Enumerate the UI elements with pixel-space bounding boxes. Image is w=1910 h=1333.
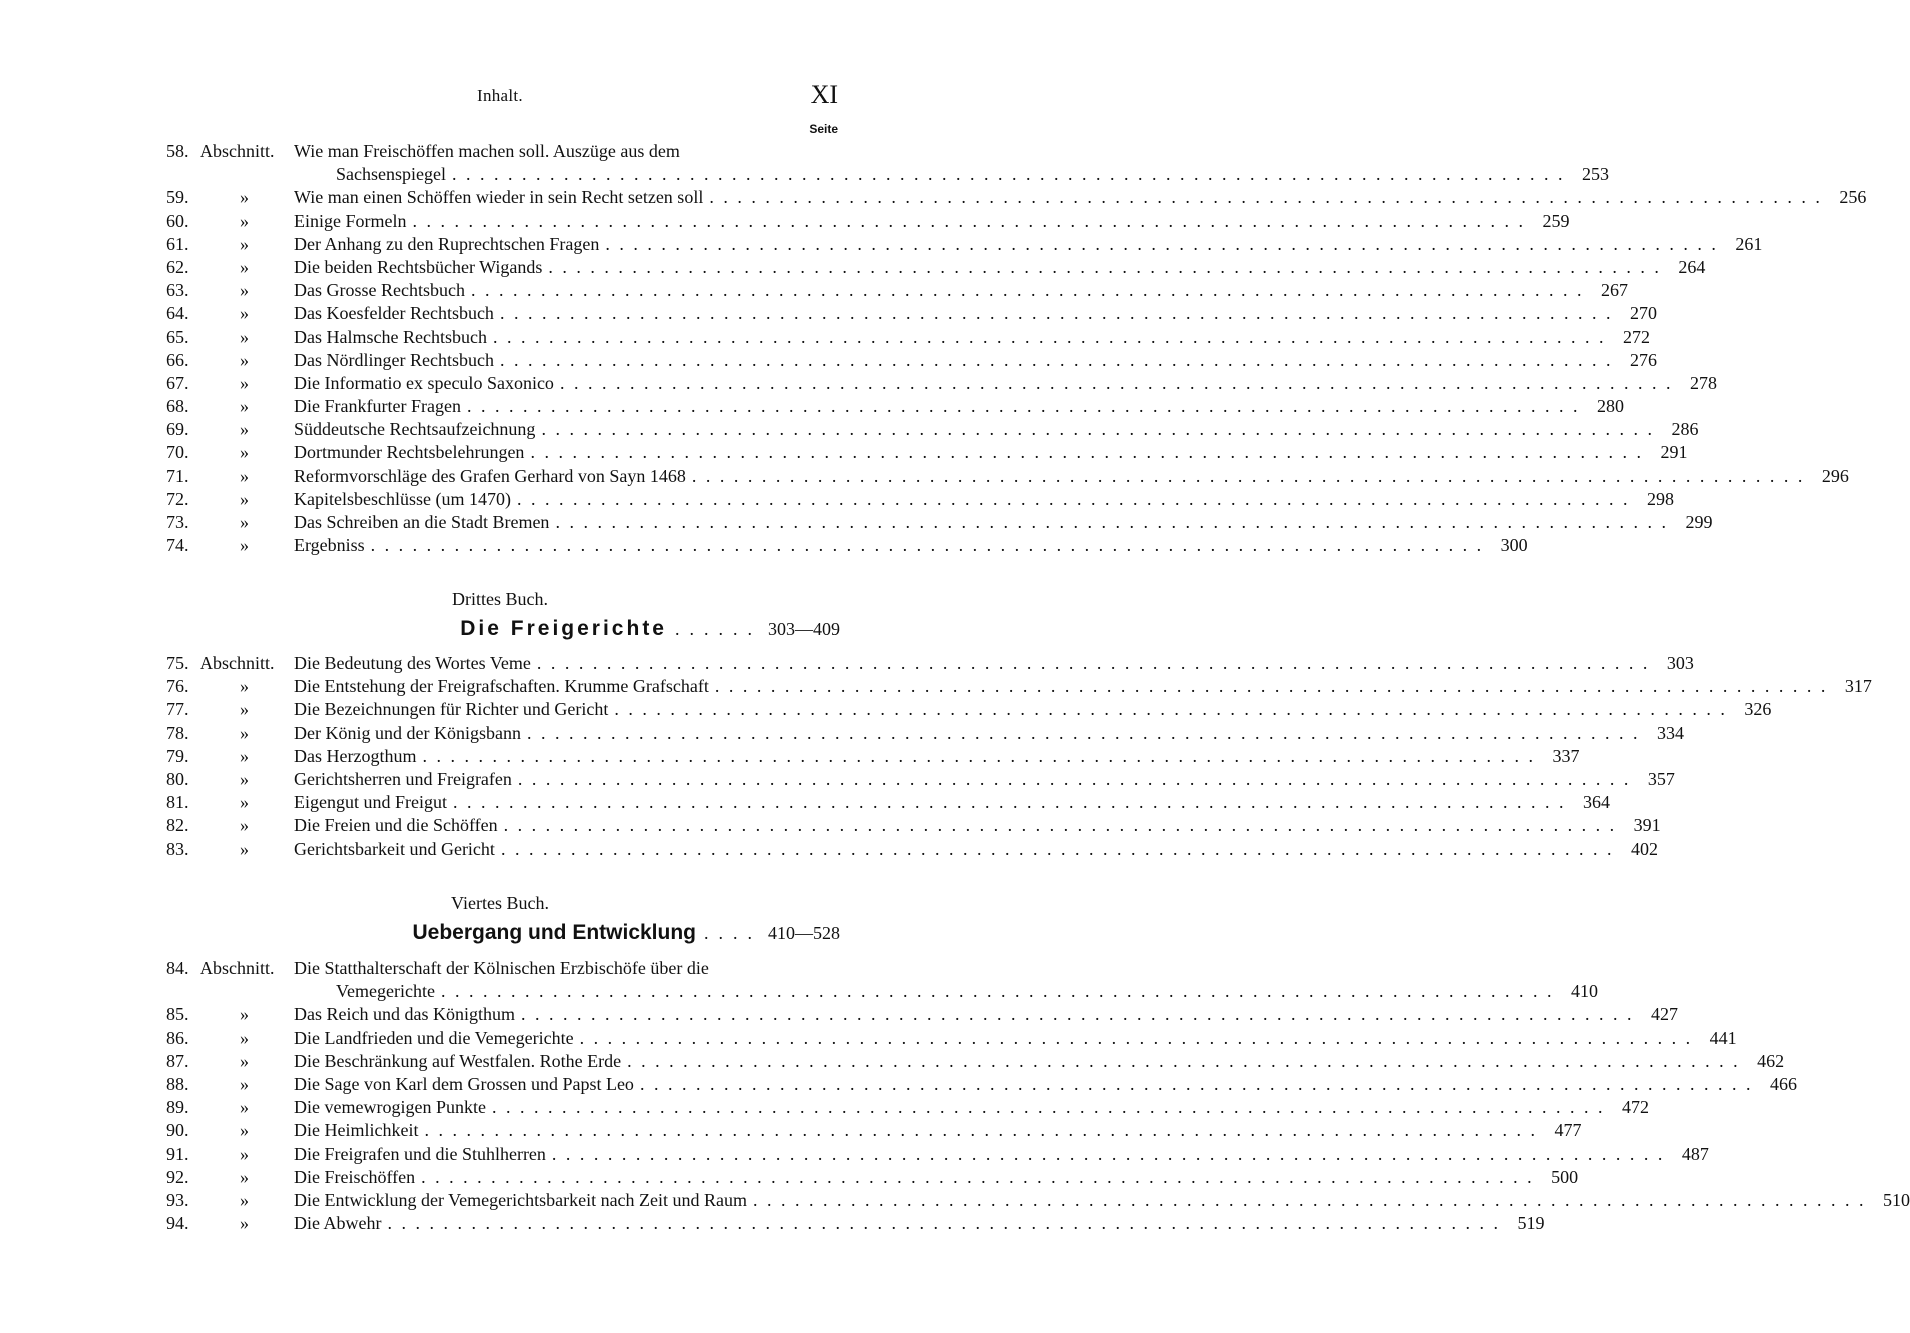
ditto-mark: » <box>240 676 249 697</box>
chapter-title: Der König und der Königsbann <box>294 722 521 743</box>
ditto-mark: » <box>240 1143 249 1164</box>
toc-entry <box>160 814 1661 837</box>
ditto-mark: » <box>240 745 249 766</box>
toc-section-drittes-buch <box>160 652 1872 861</box>
chapter-title: Die Heimlichkeit <box>294 1120 419 1141</box>
page-ref: 402 <box>1630 838 1658 859</box>
chapter-number: 70. <box>166 442 189 463</box>
page-ref: 462 <box>1757 1050 1785 1071</box>
ditto-mark: » <box>240 1097 249 1118</box>
toc-list <box>160 186 1867 557</box>
chapter-number: 83. <box>166 838 189 859</box>
toc-entry <box>160 1143 1709 1166</box>
chapter-title-continued: Sachsenspiegel <box>336 164 446 185</box>
ditto-mark: » <box>240 233 249 254</box>
chapter-title: Die Entwicklung der Vemegerichtsbarkeit nach Zeit und Raum <box>294 1189 748 1210</box>
chapter-number: 78. <box>166 722 189 743</box>
chapter-title: Die Bezeichnungen für Richter und Gericht <box>294 699 609 720</box>
dot-leader: ................................................................................ <box>639 1073 1760 1094</box>
chapter-number: 92. <box>166 1166 189 1187</box>
dot-leader: ................................................................................ <box>627 1050 1748 1071</box>
chapter-number: 71. <box>166 465 189 486</box>
toc-section-zweites-buch <box>160 140 1867 557</box>
toc-entry <box>160 745 1580 768</box>
toc-entry <box>160 511 1713 534</box>
chapter-title: Die Freischöffen <box>294 1166 416 1187</box>
toc-entry <box>160 233 1763 256</box>
page-ref: 256 <box>1839 187 1867 208</box>
chapter-number: 62. <box>166 256 189 277</box>
chapter-number: 60. <box>166 210 189 231</box>
chapter-title: Die Beschränkung auf Westfalen. Rothe Erde <box>294 1050 622 1071</box>
toc-entry <box>160 210 1570 233</box>
toc-entry <box>160 768 1675 791</box>
page-column-label: Seite <box>809 122 838 136</box>
dot-leader: ................................................................................ <box>517 768 1638 789</box>
ditto-mark: » <box>240 1004 249 1025</box>
chapter-number: 65. <box>166 326 189 347</box>
chapter-title: Die Bedeutung des Wortes Veme <box>294 653 531 673</box>
page-ref: 477 <box>1554 1120 1582 1141</box>
dot-leader: ................................................................................ <box>536 653 1657 673</box>
chapter-title: Einige Formeln <box>294 210 407 231</box>
chapter-title: Reformvorschläge des Grafen Gerhard von Sayn 1468 <box>294 465 686 486</box>
page-ref: 337 <box>1552 745 1580 766</box>
chapter-number: 68. <box>166 396 189 417</box>
dot-leader: ................................................................................ <box>614 699 1735 720</box>
dot-leader: ................................................................................ <box>500 838 1621 859</box>
chapter-title: Das Grosse Rechtsbuch <box>294 280 465 301</box>
page-ref: 466 <box>1769 1073 1797 1094</box>
dot-leader: .... <box>704 923 762 943</box>
page-ref: 357 <box>1647 768 1675 789</box>
ditto-mark: » <box>240 256 249 277</box>
dot-leader: ................................................................................ <box>526 722 1647 743</box>
chapter-title: Wie man Freischöffen machen soll. Auszüge aus dem <box>294 141 680 161</box>
dot-leader: ...... <box>675 619 762 639</box>
chapter-kind: Abschnitt. <box>200 141 275 161</box>
page-ref: 270 <box>1629 303 1657 324</box>
dot-leader: ................................................................................ <box>370 535 1491 556</box>
chapter-title: Das Schreiben an die Stadt Bremen <box>294 512 550 532</box>
page-ref: 261 <box>1735 233 1763 254</box>
chapter-number: 87. <box>166 1050 189 1071</box>
toc-section-viertes-buch <box>160 957 1910 1235</box>
dot-leader: ................................................................................ <box>421 1166 1542 1187</box>
toc-entry-continuation <box>160 980 1598 1003</box>
book-title: Uebergang und Entwicklung <box>412 921 696 944</box>
page-ref: 259 <box>1542 210 1570 231</box>
book-title: Die Freigerichte <box>460 617 667 640</box>
toc-entry <box>160 302 1657 325</box>
chapter-number: 79. <box>166 745 189 766</box>
dot-leader: ................................................................................ <box>559 372 1680 393</box>
toc-entry <box>160 1073 1797 1096</box>
chapter-title: Die Sage von Karl dem Grossen und Papst Leo <box>294 1073 634 1094</box>
dot-leader: ................................................................................ <box>422 745 1543 766</box>
page-ref: 410 <box>1570 981 1598 1002</box>
page-ref: 441 <box>1709 1027 1737 1048</box>
page-ref: 326 <box>1744 699 1772 720</box>
page-ref: 334 <box>1656 722 1684 743</box>
toc-entry <box>160 1212 1545 1235</box>
dot-leader: ................................................................................ <box>691 465 1812 486</box>
dot-leader: ................................................................................ <box>387 1213 1508 1234</box>
ditto-mark: » <box>240 535 249 556</box>
ditto-mark: » <box>240 442 249 463</box>
page-ref: 472 <box>1621 1097 1649 1118</box>
toc-entry <box>160 957 840 980</box>
dot-leader: ................................................................................ <box>551 1143 1672 1164</box>
chapter-number: 61. <box>166 233 189 254</box>
ditto-mark: » <box>240 488 249 509</box>
ditto-mark: » <box>240 1073 249 1094</box>
dot-leader: ................................................................................ <box>451 164 1572 185</box>
ditto-mark: » <box>240 1213 249 1234</box>
chapter-title: Kapitelsbeschlüsse (um 1470) <box>294 488 511 509</box>
chapter-number: 72. <box>166 488 189 509</box>
running-head: Inhalt. <box>476 86 523 105</box>
chapter-title: Die Informatio ex speculo Saxonico <box>294 372 554 393</box>
chapter-number: 94. <box>166 1213 189 1234</box>
chapter-title: Gerichtsherren und Freigrafen <box>294 768 512 789</box>
page-ref: 298 <box>1646 488 1674 509</box>
dot-leader: ................................................................................ <box>714 676 1835 697</box>
dot-leader: ................................................................................ <box>412 210 1533 231</box>
chapter-kind: Abschnitt. <box>200 958 275 978</box>
chapter-title: Die Freien und die Schöffen <box>294 815 498 836</box>
chapter-number: 63. <box>166 280 189 301</box>
ditto-mark: » <box>240 792 249 813</box>
dot-leader: ................................................................................ <box>541 419 1662 440</box>
book-label: Viertes Buch. <box>451 893 549 913</box>
chapter-number: 91. <box>166 1143 189 1164</box>
ditto-mark: » <box>240 1027 249 1048</box>
dot-leader: ................................................................................ <box>470 280 1591 301</box>
ditto-mark: » <box>240 1189 249 1210</box>
chapter-number: 73. <box>166 512 189 532</box>
ditto-mark: » <box>240 349 249 370</box>
chapter-title: Die Abwehr <box>294 1213 382 1234</box>
dot-leader: ................................................................................ <box>466 396 1587 417</box>
toc-entry <box>160 1096 1649 1119</box>
toc-entry <box>160 791 1610 814</box>
dot-leader: ................................................................................ <box>605 233 1726 254</box>
page-ref: 500 <box>1551 1166 1579 1187</box>
book-title-row <box>160 921 840 951</box>
page-ref: 299 <box>1685 512 1713 532</box>
toc-entry-continuation <box>160 163 1609 186</box>
ditto-mark: » <box>240 768 249 789</box>
chapter-title: Die beiden Rechtsbücher Wigands <box>294 256 543 277</box>
toc-entry <box>160 534 1528 557</box>
dot-leader: ................................................................................ <box>709 187 1830 208</box>
book-label: Drittes Buch. <box>452 589 548 609</box>
page-ref: 286 <box>1671 419 1699 440</box>
chapter-number: 75. <box>166 653 189 673</box>
page-ref: 280 <box>1596 396 1624 417</box>
dot-leader: ................................................................................ <box>579 1027 1700 1048</box>
ditto-mark: » <box>240 210 249 231</box>
ditto-mark: » <box>240 396 249 417</box>
chapter-title: Gerichtsbarkeit und Gericht <box>294 838 495 859</box>
page-ref: 264 <box>1678 256 1706 277</box>
page-range: 303—409 <box>768 619 840 639</box>
chapter-title: Ergebniss <box>294 535 365 556</box>
chapter-number: 86. <box>166 1027 189 1048</box>
page-ref: 272 <box>1622 326 1650 347</box>
ditto-mark: » <box>240 419 249 440</box>
chapter-title: Das Koesfelder Rechtsbuch <box>294 303 494 324</box>
ditto-mark: » <box>240 326 249 347</box>
toc-entry <box>160 698 1772 721</box>
chapter-title: Die Statthalterschaft der Kölnischen Erzbischöfe über die <box>294 958 709 978</box>
dot-leader: ................................................................................ <box>548 256 1669 277</box>
chapter-number: 93. <box>166 1189 189 1210</box>
chapter-number: 82. <box>166 815 189 836</box>
ditto-mark: » <box>240 699 249 720</box>
chapter-number: 64. <box>166 303 189 324</box>
toc-entry <box>160 326 1650 349</box>
chapter-number: 66. <box>166 349 189 370</box>
toc-entry <box>160 1050 1785 1073</box>
chapter-number: 85. <box>166 1004 189 1025</box>
toc-entry <box>160 1166 1579 1189</box>
chapter-title: Das Herzogthum <box>294 745 417 766</box>
page-header <box>160 80 840 114</box>
page-ref: 278 <box>1689 372 1717 393</box>
page-ref: 510 <box>1883 1189 1910 1210</box>
toc-entry <box>160 1003 1678 1026</box>
toc-entry <box>160 395 1624 418</box>
chapter-number: 81. <box>166 792 189 813</box>
toc-entry <box>160 465 1849 488</box>
chapter-number: 74. <box>166 535 189 556</box>
ditto-mark: » <box>240 838 249 859</box>
dot-leader: ................................................................................ <box>555 512 1676 532</box>
dot-leader: ................................................................................ <box>499 303 1620 324</box>
chapter-number: 77. <box>166 699 189 720</box>
dot-leader: ................................................................................ <box>503 815 1624 836</box>
ditto-mark: » <box>240 1050 249 1071</box>
chapter-title: Die Freigrafen und die Stuhlherren <box>294 1143 546 1164</box>
ditto-mark: » <box>240 815 249 836</box>
chapter-title: Das Halmsche Rechtsbuch <box>294 326 487 347</box>
dot-leader: ................................................................................ <box>424 1120 1545 1141</box>
chapter-title: Wie man einen Schöffen wieder in sein Recht setzen soll <box>294 187 704 208</box>
page-number: XI <box>810 80 838 109</box>
toc-entry <box>160 418 1699 441</box>
ditto-mark: » <box>240 372 249 393</box>
toc-entry <box>160 1119 1582 1142</box>
dot-leader: ................................................................................ <box>491 1097 1612 1118</box>
toc-entry <box>160 488 1674 511</box>
dot-leader: ................................................................................ <box>452 792 1573 813</box>
chapter-number: 84. <box>166 958 189 978</box>
chapter-title: Die vemewrogigen Punkte <box>294 1097 486 1118</box>
toc-list <box>160 675 1872 861</box>
page-ref: 300 <box>1500 535 1528 556</box>
dot-leader: ................................................................................ <box>530 442 1651 463</box>
chapter-kind: Abschnitt. <box>200 653 275 673</box>
chapter-title: Eigengut und Freigut <box>294 792 447 813</box>
toc-entry <box>160 652 1694 675</box>
chapter-number: 76. <box>166 676 189 697</box>
ditto-mark: » <box>240 1166 249 1187</box>
ditto-mark: » <box>240 187 249 208</box>
page-ref: 267 <box>1600 280 1628 301</box>
chapter-number: 88. <box>166 1073 189 1094</box>
chapter-number: 80. <box>166 768 189 789</box>
chapter-title: Das Reich und das Königthum <box>294 1004 515 1025</box>
chapter-number: 58. <box>166 141 189 161</box>
dot-leader: ................................................................................ <box>440 981 1561 1002</box>
chapter-number: 59. <box>166 187 189 208</box>
dot-leader: ................................................................................ <box>753 1189 1874 1210</box>
chapter-number: 90. <box>166 1120 189 1141</box>
page-ref: 291 <box>1660 442 1688 463</box>
ditto-mark: » <box>240 512 249 532</box>
chapter-title: Die Frankfurter Fragen <box>294 396 461 417</box>
page-ref: 317 <box>1844 676 1872 697</box>
book-title-row <box>160 617 840 647</box>
ditto-mark: » <box>240 722 249 743</box>
dot-leader: ................................................................................ <box>492 326 1613 347</box>
dot-leader: ................................................................................ <box>516 488 1637 509</box>
chapter-title: Die Entstehung der Freigrafschaften. Krumme Grafschaft <box>294 676 709 697</box>
ditto-mark: » <box>240 465 249 486</box>
chapter-title: Der Anhang zu den Ruprechtschen Fragen <box>294 233 600 254</box>
toc-entry <box>160 441 1688 464</box>
ditto-mark: » <box>240 280 249 301</box>
dot-leader: ................................................................................ <box>499 349 1620 370</box>
toc-entry <box>160 186 1867 209</box>
toc-entry <box>160 279 1628 302</box>
page-ref: 364 <box>1582 792 1610 813</box>
chapter-title: Süddeutsche Rechtsaufzeichnung <box>294 419 536 440</box>
toc-entry <box>160 1189 1910 1212</box>
page-ref: 487 <box>1681 1143 1709 1164</box>
chapter-number: 67. <box>166 372 189 393</box>
toc-entry <box>160 675 1872 698</box>
page-ref: 391 <box>1633 815 1661 836</box>
chapter-number: 89. <box>166 1097 189 1118</box>
ditto-mark: » <box>240 1120 249 1141</box>
toc-entry <box>160 838 1658 861</box>
dot-leader: ................................................................................ <box>520 1004 1641 1025</box>
page-ref: 519 <box>1517 1213 1545 1234</box>
toc-entry <box>160 140 840 163</box>
page-ref: 253 <box>1581 164 1609 185</box>
toc-list <box>160 1003 1910 1235</box>
toc-entry <box>160 1027 1737 1050</box>
page-ref: 296 <box>1821 465 1849 486</box>
toc-entry <box>160 722 1684 745</box>
ditto-mark: » <box>240 303 249 324</box>
toc-entry <box>160 256 1706 279</box>
chapter-title-continued: Vemegerichte <box>336 981 435 1002</box>
chapter-title: Das Nördlinger Rechtsbuch <box>294 349 494 370</box>
page-range: 410—528 <box>768 923 840 943</box>
page-ref: 276 <box>1629 349 1657 370</box>
toc-entry <box>160 349 1657 372</box>
page-ref: 303 <box>1666 653 1694 673</box>
page-ref: 427 <box>1650 1004 1678 1025</box>
chapter-title: Die Landfrieden und die Vemegerichte <box>294 1027 574 1048</box>
toc-entry <box>160 372 1717 395</box>
chapter-number: 69. <box>166 419 189 440</box>
chapter-title: Dortmunder Rechtsbelehrungen <box>294 442 525 463</box>
